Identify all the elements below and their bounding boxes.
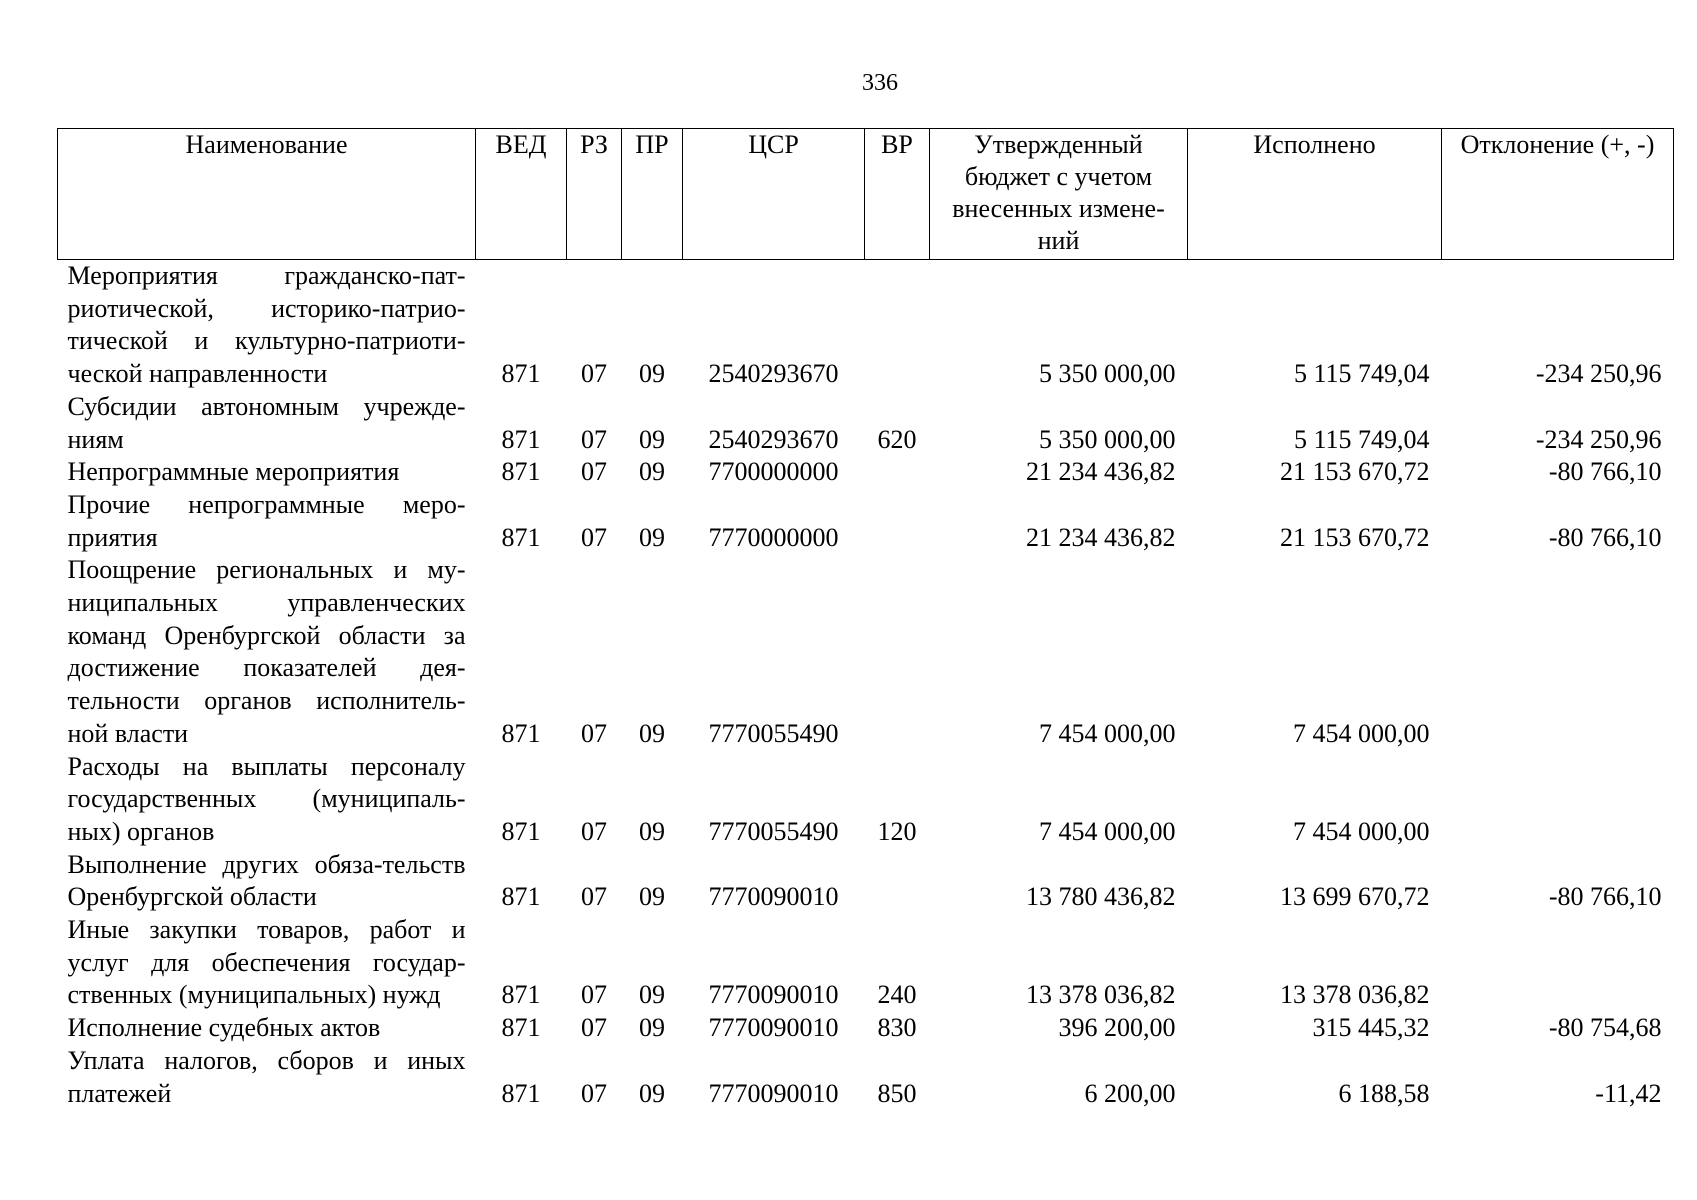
cell-approved: 5 350 000,00 <box>1039 424 1176 454</box>
cell-csr: 7770090010 <box>708 882 839 912</box>
cell-executed: 13 378 036,82 <box>1280 980 1430 1010</box>
cell-approved: 21 234 436,82 <box>1026 457 1176 487</box>
cell-name: Расходы на выплаты персоналу государственных (муниципаль-ных) органов <box>67 751 466 846</box>
cell-executed: 7 454 000,00 <box>1293 718 1430 748</box>
cell-deviation: -11,42 <box>1595 1078 1662 1108</box>
cell-ved: 871 <box>501 980 541 1010</box>
cell-executed: 6 188,58 <box>1338 1078 1430 1108</box>
cell-csr: 7700000000 <box>708 457 839 487</box>
cell-rz: 07 <box>581 522 607 552</box>
cell-ved: 871 <box>501 522 541 552</box>
table-row <box>58 489 1674 554</box>
cell-name: Поощрение региональных и му-ниципальных управленческих команд Оренбургской области за достижение показателей дея-тельности органов исполнитель-ной власти <box>67 555 466 748</box>
cell-approved: 7 454 000,00 <box>1039 718 1176 748</box>
cell-csr: 7770055490 <box>708 816 839 846</box>
cell-deviation <box>1442 554 1674 750</box>
cell-approved: 6 200,00 <box>1084 1078 1176 1108</box>
cell-rz: 07 <box>581 457 607 487</box>
cell-ved: 871 <box>501 816 541 846</box>
cell-executed: 13 699 670,72 <box>1280 882 1430 912</box>
cell-ved: 871 <box>501 882 541 912</box>
cell-rz: 07 <box>581 424 607 454</box>
cell-rz: 07 <box>581 882 607 912</box>
cell-approved: 21 234 436,82 <box>1026 522 1176 552</box>
table-row <box>58 554 1674 750</box>
cell-deviation: -234 250,96 <box>1535 359 1662 389</box>
cell-pr: 09 <box>639 1078 665 1108</box>
cell-ved: 871 <box>501 359 541 389</box>
cell-ved: 871 <box>501 457 541 487</box>
cell-csr: 2540293670 <box>708 359 839 389</box>
cell-pr: 09 <box>639 980 665 1010</box>
header-rz: РЗ <box>567 129 622 260</box>
cell-vr <box>865 456 930 489</box>
table-row <box>58 914 1674 1012</box>
header-vr: ВР <box>865 129 930 260</box>
table-header <box>58 129 1674 260</box>
table-row <box>58 1045 1674 1110</box>
cell-approved: 5 350 000,00 <box>1039 359 1176 389</box>
page-number: 336 <box>862 70 898 96</box>
cell-rz: 07 <box>581 359 607 389</box>
cell-csr: 7770090010 <box>708 1078 839 1108</box>
cell-pr: 09 <box>639 457 665 487</box>
header-approved: Утвержденный бюджет с учетом внесенных измене-ний <box>930 129 1188 260</box>
cell-pr: 09 <box>639 816 665 846</box>
cell-rz: 07 <box>581 1078 607 1108</box>
cell-name: Уплата налогов, сборов и иных платежей <box>67 1045 466 1108</box>
header-name: Наименование <box>58 129 476 260</box>
cell-rz: 07 <box>581 816 607 846</box>
cell-pr: 09 <box>639 522 665 552</box>
cell-csr: 2540293670 <box>708 424 839 454</box>
header-ved: ВЕД <box>476 129 567 260</box>
header-csr: ЦСР <box>683 129 865 260</box>
cell-csr: 7770055490 <box>708 718 839 748</box>
table-row <box>58 849 1674 914</box>
cell-name: Иные закупки товаров, работ и услуг для обеспечения государ-ственных (муниципальных) нужд <box>67 915 466 1010</box>
cell-csr: 7770090010 <box>708 980 839 1010</box>
cell-csr: 7770000000 <box>708 522 839 552</box>
cell-deviation: -80 766,10 <box>1548 522 1662 552</box>
cell-name: Прочие непрограммные меро-приятия <box>67 489 466 552</box>
cell-name: Непрограммные мероприятия <box>67 457 400 487</box>
cell-csr: 7770090010 <box>708 1013 839 1043</box>
cell-pr: 09 <box>639 424 665 454</box>
cell-vr: 830 <box>877 1013 917 1043</box>
cell-ved: 871 <box>501 718 541 748</box>
cell-deviation: -80 754,68 <box>1548 1013 1662 1043</box>
cell-executed: 5 115 749,04 <box>1293 424 1430 454</box>
cell-name: Исполнение судебных актов <box>67 1013 381 1043</box>
cell-executed: 5 115 749,04 <box>1293 359 1430 389</box>
table-row <box>58 456 1674 489</box>
cell-rz: 07 <box>581 718 607 748</box>
table-body <box>58 260 1674 1111</box>
cell-pr: 09 <box>639 882 665 912</box>
cell-vr <box>865 489 930 554</box>
cell-executed: 21 153 670,72 <box>1280 457 1430 487</box>
header-executed: Исполнено <box>1188 129 1442 260</box>
cell-pr: 09 <box>639 359 665 389</box>
cell-deviation: -80 766,10 <box>1548 882 1662 912</box>
cell-vr <box>865 554 930 750</box>
cell-vr: 850 <box>877 1078 917 1108</box>
cell-executed: 315 445,32 <box>1312 1013 1430 1043</box>
cell-ved: 871 <box>501 1013 541 1043</box>
cell-executed: 21 153 670,72 <box>1280 522 1430 552</box>
budget-table <box>57 128 1674 1110</box>
cell-pr: 09 <box>639 1013 665 1043</box>
cell-deviation: -234 250,96 <box>1535 424 1662 454</box>
cell-approved: 7 454 000,00 <box>1039 816 1176 846</box>
table-row <box>58 260 1674 391</box>
cell-vr: 240 <box>877 980 917 1010</box>
cell-name: Выполнение других обяза-тельств Оренбургской области <box>67 849 466 912</box>
cell-ved: 871 <box>501 424 541 454</box>
cell-pr: 09 <box>639 718 665 748</box>
header-pr: ПР <box>622 129 683 260</box>
cell-name: Субсидии автономным учрежде-ниям <box>67 391 466 454</box>
cell-rz: 07 <box>581 1013 607 1043</box>
cell-approved: 13 378 036,82 <box>1026 980 1176 1010</box>
cell-name: Мероприятия гражданско-пат-риотической, историко-патрио-тической и культурно-патриоти-ческой направленности <box>67 261 466 389</box>
cell-deviation: -80 766,10 <box>1548 457 1662 487</box>
table-row <box>58 391 1674 456</box>
cell-vr: 120 <box>877 816 917 846</box>
cell-vr <box>865 849 930 914</box>
cell-approved: 13 780 436,82 <box>1026 882 1176 912</box>
cell-rz: 07 <box>581 980 607 1010</box>
table-row <box>58 1012 1674 1045</box>
cell-ved: 871 <box>501 1078 541 1108</box>
header-deviation: Отклонение (+, -) <box>1442 129 1674 260</box>
cell-vr <box>865 260 930 391</box>
table-row <box>58 751 1674 849</box>
cell-approved: 396 200,00 <box>1058 1013 1176 1043</box>
cell-executed: 7 454 000,00 <box>1293 816 1430 846</box>
cell-deviation <box>1442 914 1674 1012</box>
cell-deviation <box>1442 751 1674 849</box>
cell-vr: 620 <box>877 424 917 454</box>
